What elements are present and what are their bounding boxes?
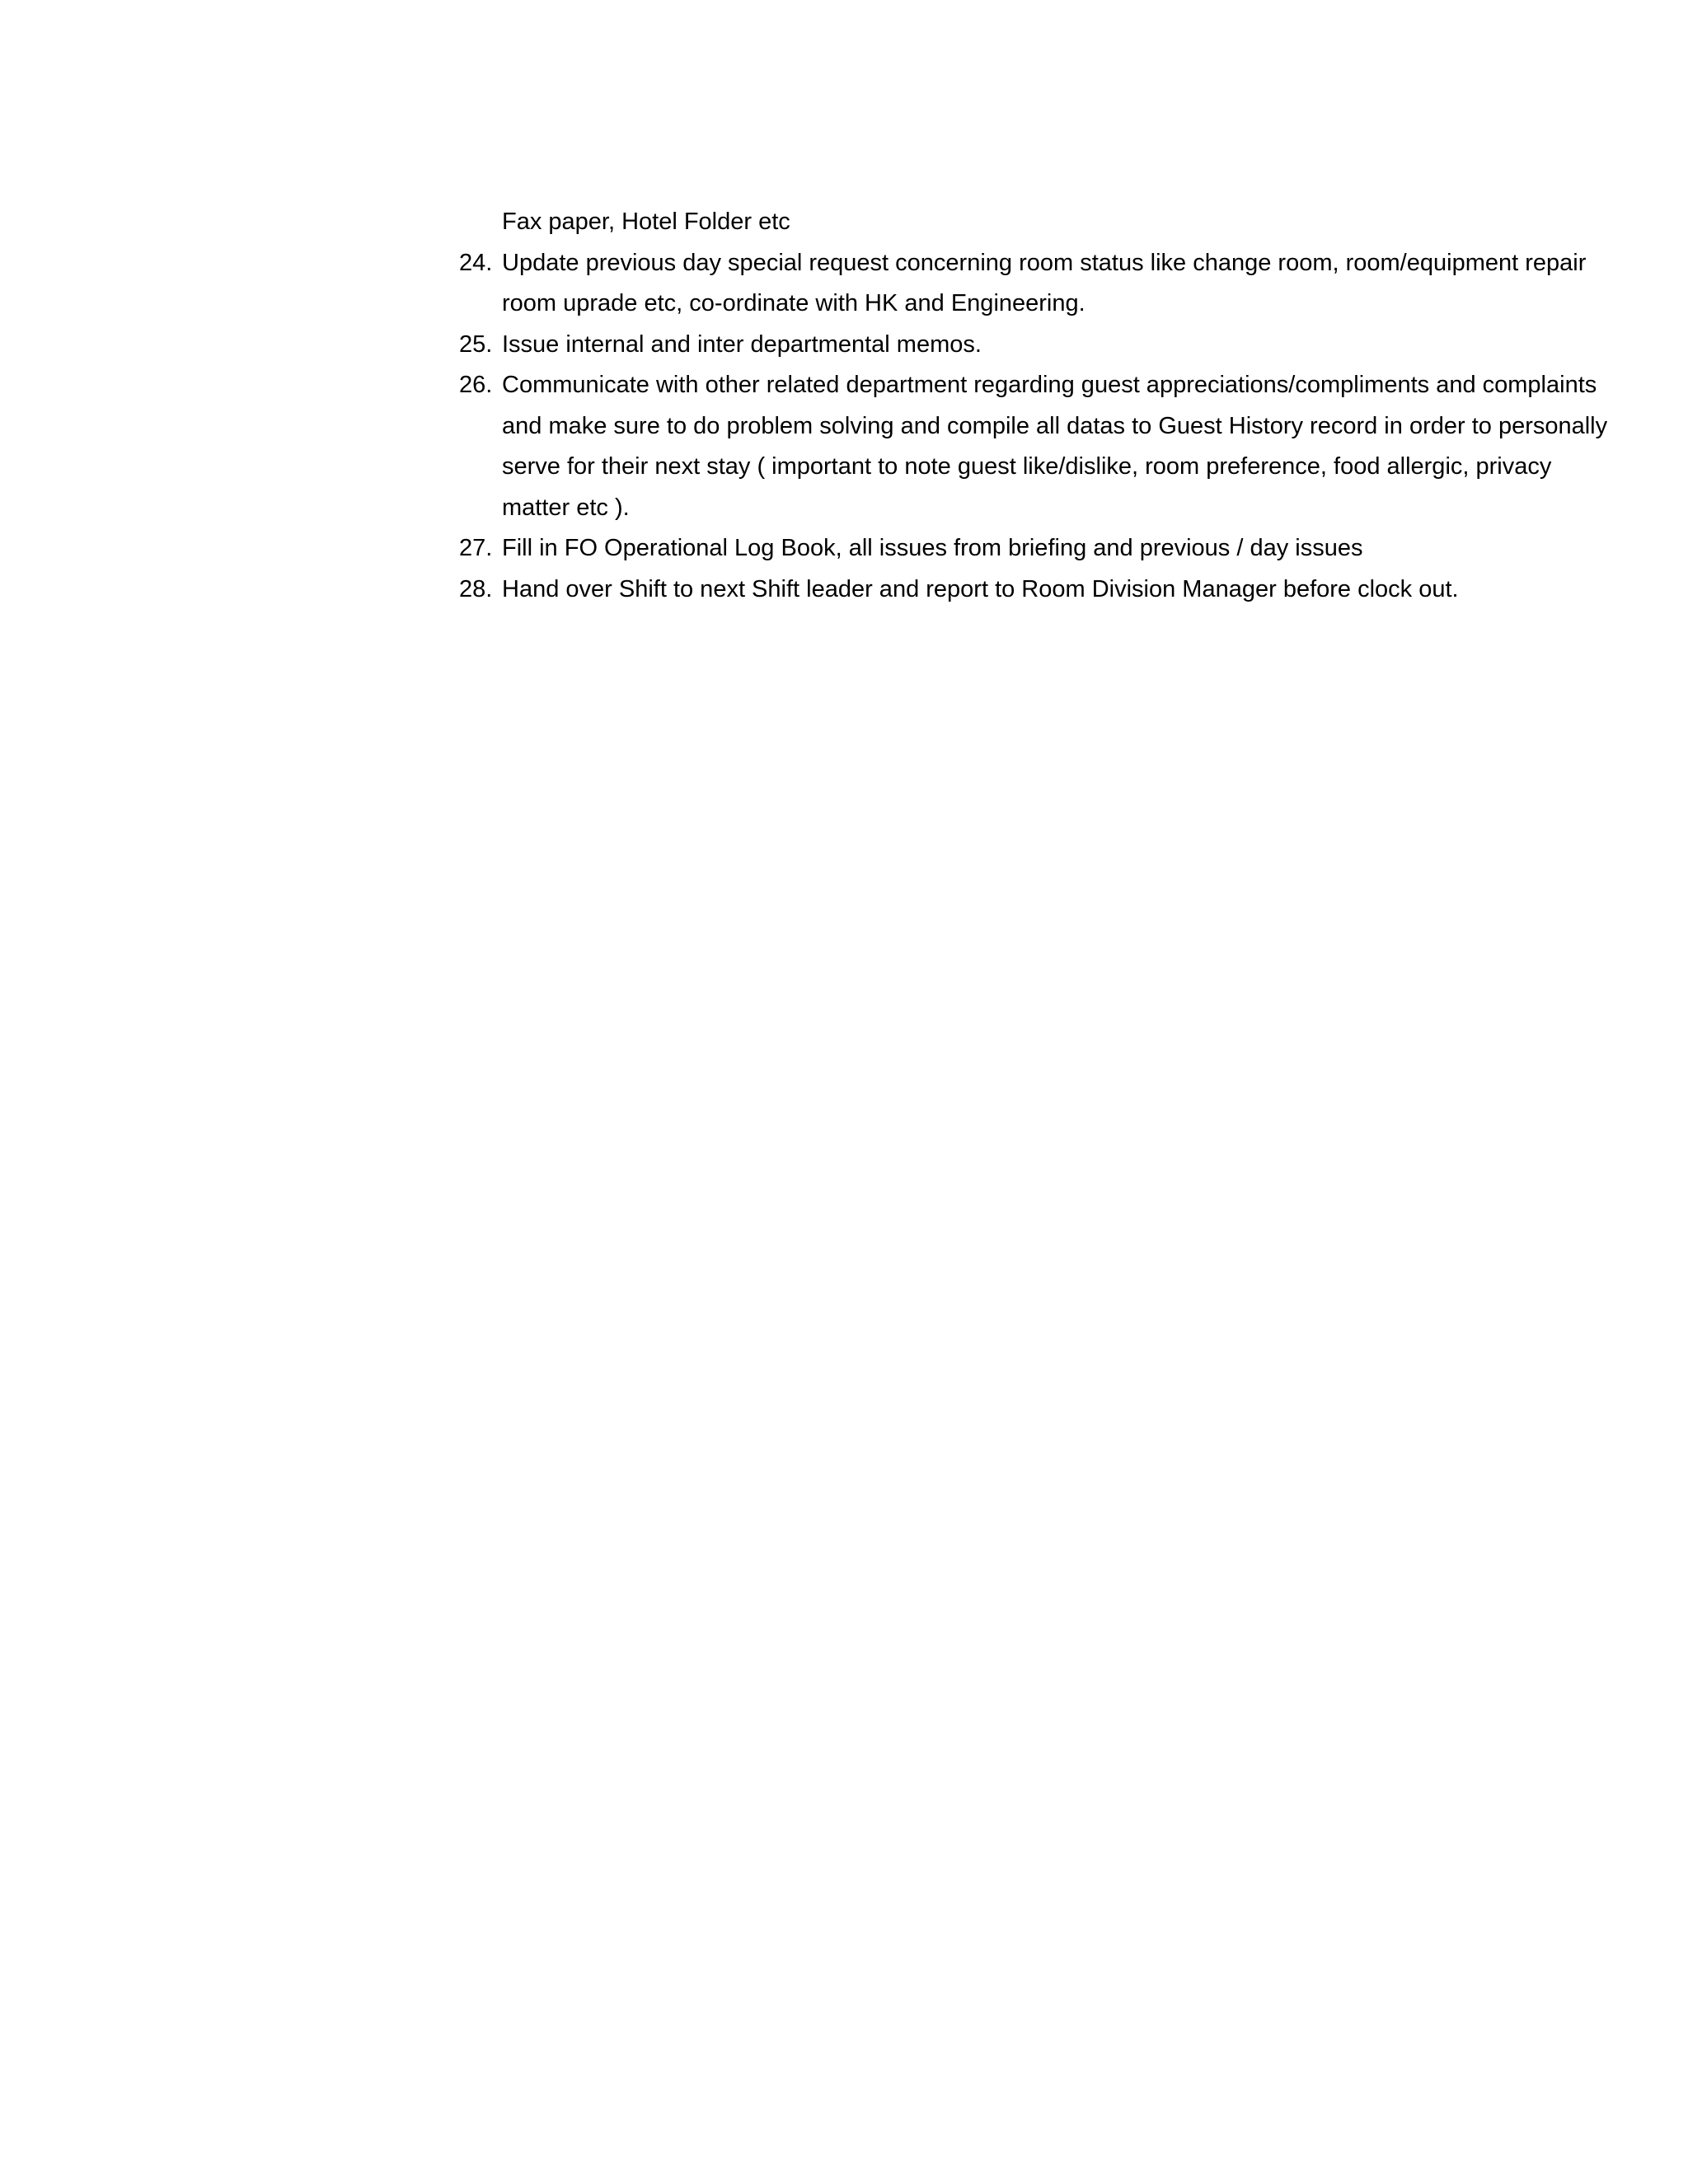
- list-item: [459, 325, 1675, 366]
- document-body: [459, 202, 1675, 610]
- list-item: [459, 365, 1675, 528]
- list-item: [459, 528, 1675, 569]
- list-item: [459, 569, 1675, 611]
- list-item-number: 24.: [459, 249, 493, 276]
- list-item: [459, 243, 1675, 325]
- list-item-text: Fill in FO Operational Log Book, all issues from briefing and previous / day issues: [502, 535, 1363, 561]
- list-item-number: 27.: [459, 535, 493, 561]
- list-item-text: Communicate with other related department regarding guest appreciations/compliments and complaints and make sure to do problem solving and compile all datas to Guest History record in order to personally serve for their next stay ( important to note guest like/dislike, room preference, food allergic, privacy matter etc ).: [502, 372, 1608, 521]
- list-item-number: 28.: [459, 575, 493, 602]
- list-item-number: 25.: [459, 330, 493, 358]
- list-continuation-text: Fax paper, Hotel Folder etc: [502, 209, 790, 235]
- list-item-text: Update previous day special request concerning room status like change room, room/equipment repair room uprade etc, co-ordinate with HK and Engineering.: [502, 249, 1587, 316]
- list-item-number: 26.: [459, 372, 493, 398]
- list-item-text: Issue internal and inter departmental memos.: [502, 330, 982, 358]
- list-item-text: Hand over Shift to next Shift leader and report to Room Division Manager before clock out.: [502, 575, 1459, 602]
- numbered-list: [459, 243, 1675, 611]
